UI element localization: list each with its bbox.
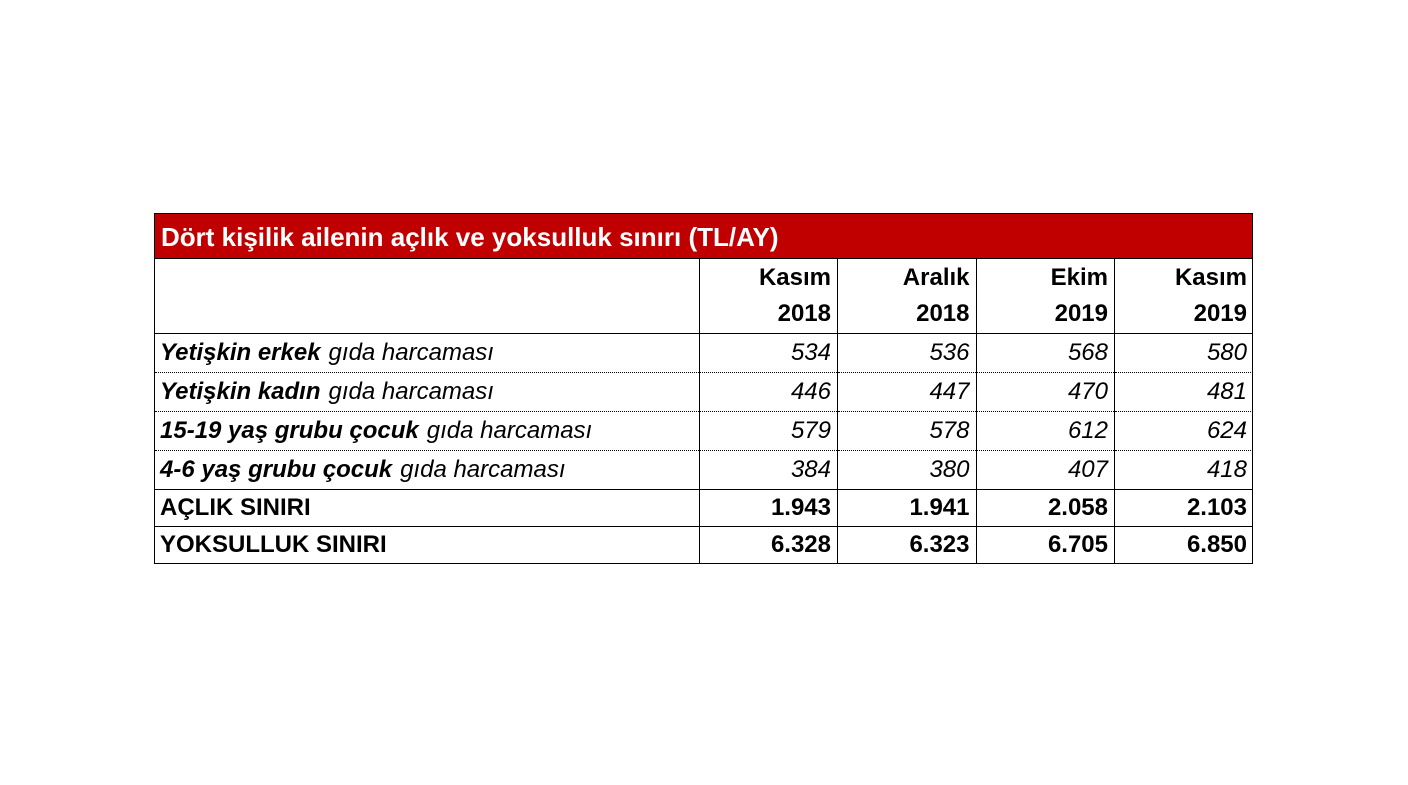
cell-value: 380 [838,450,977,489]
header-row-year [155,296,1253,333]
header-month-4: Kasım [1115,259,1254,296]
row-label-rest: gıda harcaması [400,455,566,483]
row-label-bold: Yetişkin erkek [160,338,321,366]
row-label [155,372,699,411]
table-row [155,450,1253,489]
header-year-4: 2019 [1115,296,1254,333]
cell-value: 384 [699,450,838,489]
total-value: 1.941 [838,489,977,526]
total-value: 6.850 [1115,526,1254,563]
row-label-rest: gıda harcaması [328,377,494,405]
row-label [155,450,699,489]
cell-value: 579 [699,411,838,450]
row-label [155,411,699,450]
total-value: 2.103 [1115,489,1254,526]
cell-value: 534 [699,333,838,372]
total-label: YOKSULLUK SINIRI [160,530,387,558]
cell-value: 418 [1115,450,1254,489]
total-value: 1.943 [699,489,838,526]
cell-value: 536 [838,333,977,372]
total-row-poverty-line [155,526,1253,563]
row-label-bold: 15-19 yaş grubu çocuk [160,416,419,444]
cell-value: 568 [976,333,1115,372]
header-row-month [155,259,1253,296]
header-month-2: Aralık [838,259,977,296]
cell-value: 446 [699,372,838,411]
total-value: 6.323 [838,526,977,563]
table-row [155,372,1253,411]
header-year-1: 2018 [699,296,838,333]
table-row [155,411,1253,450]
cell-value: 447 [838,372,977,411]
cell-value: 407 [976,450,1115,489]
row-label-rest: gıda harcaması [328,338,494,366]
row-label-bold: Yetişkin kadın [160,377,321,405]
total-value: 2.058 [976,489,1115,526]
header-month-1: Kasım [699,259,838,296]
total-row-hunger-line [155,489,1253,526]
total-value: 6.328 [699,526,838,563]
cell-value: 612 [976,411,1115,450]
total-value: 6.705 [976,526,1115,563]
row-label [155,333,699,372]
table-row [155,333,1253,372]
header-empty-cell [155,296,699,333]
header-month-3: Ekim [976,259,1115,296]
data-table [155,259,1253,563]
row-label-rest: gıda harcaması [426,416,593,444]
row-label-bold: 4-6 yaş grubu çocuk [160,455,393,483]
header-empty-cell [155,259,699,296]
header-year-3: 2019 [976,296,1115,333]
cell-value: 624 [1115,411,1254,450]
table-title: Dört kişilik ailenin açlık ve yoksulluk sınırı (TL/AY) [155,214,1252,259]
poverty-line-table [154,213,1253,564]
cell-value: 580 [1115,333,1254,372]
cell-value: 470 [976,372,1115,411]
total-label: AÇLIK SINIRI [155,489,699,526]
cell-value: 578 [838,411,977,450]
header-year-2: 2018 [838,296,977,333]
cell-value: 481 [1115,372,1254,411]
